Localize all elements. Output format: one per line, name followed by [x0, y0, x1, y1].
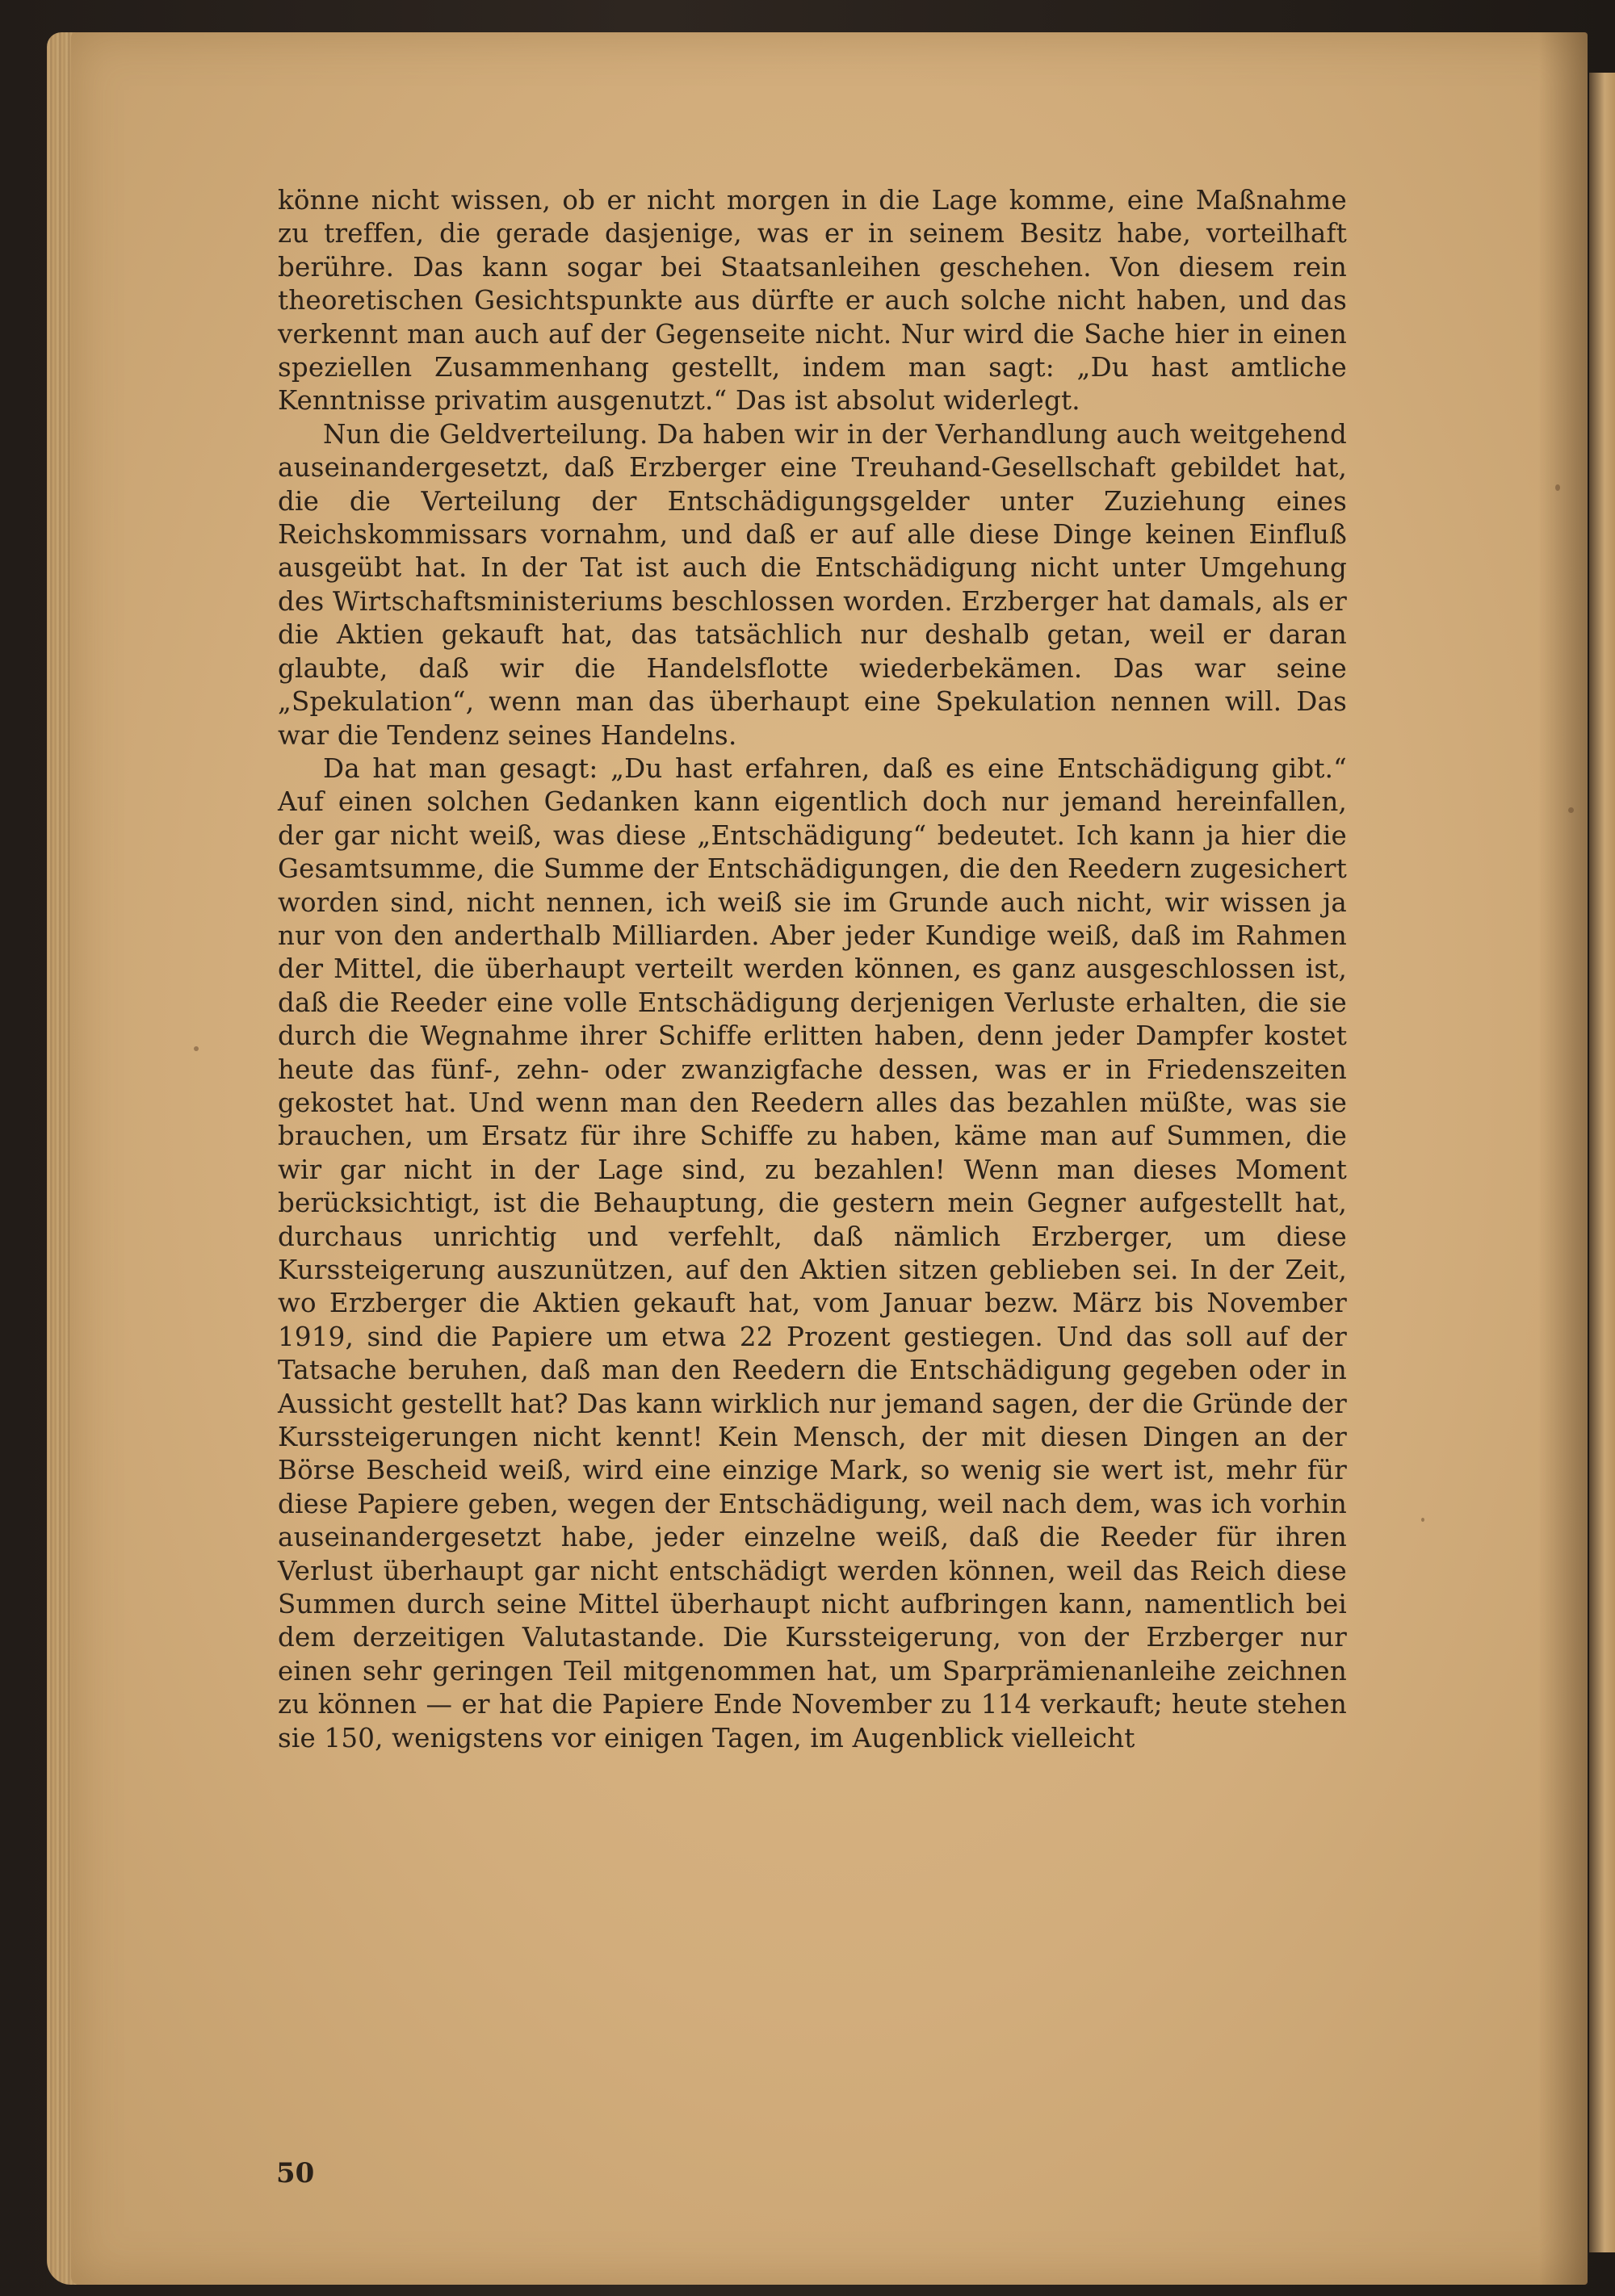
- paragraph-3: Da hat man gesagt: „Du hast erfahren, daß es eine Entschädigung gibt.“ Auf einen solchen Gedanken kann eigentlich doch nur jemand hereinfallen, der gar nicht weiß, was diese „Entschädigung“ bedeutet. Ich kann ja hier die Gesamtsumme, die Summe der Entschädigungen, die den Reedern zugesichert worden sind, nicht nennen, ich weiß sie im Grunde auch nicht, wir wissen ja nur von den anderthalb Milliarden. Aber jeder Kundige weiß, daß im Rahmen der Mittel, die überhaupt verteilt werden können, es ganz ausgeschlossen ist, daß die Reeder eine volle Entschädigung derjenigen Verluste erhalten, die sie durch die Wegnahme ihrer Schiffe erlitten haben, denn jeder Dampfer kostet heute das fünf-, zehn- oder zwanzigfache dessen, was er in Friedenszeiten gekostet hat. Und wenn man den Reedern alles das bezahlen müßte, was sie brauchen, um Ersatz für ihre Schiffe zu haben, käme man auf Summen, die wir gar nicht in der Lage sind, zu bezahlen! Wenn man dieses Moment berücksichtigt, ist die Behauptung, die gestern mein Gegner aufgestellt hat, durchaus unrichtig und verfehlt, daß nämlich Erzberger, um diese Kurssteigerung auszunützen, auf den Aktien sitzen geblieben sei. In der Zeit, wo Erzberger die Aktien gekauft hat, vom Januar bezw. März bis November 1919, sind die Papiere um etwa 22 Prozent gestiegen. Und das soll auf der Tatsache beruhen, daß man den Reedern die Entschädigung gegeben oder in Aussicht gestellt hat? Das kann wirklich nur jemand sagen, der die Gründe der Kurssteigerungen nicht kennt! Kein Mensch, der mit diesen Dingen an der Börse Bescheid weiß, wird eine einzige Mark, so wenig sie wert ist, mehr für diese Papiere geben, wegen der Entschädigung, weil nach dem, was ich vorhin auseinandergesetzt habe, jeder einzelne weiß, daß die Reeder für ihren Verlust überhaupt gar nicht entschädigt werden können, weil das Reich diese Summen durch seine Mittel überhaupt nicht aufbringen kann, namentlich bei dem derzeitigen Valutastande. Die Kurssteigerung, von der Erzberger nur einen sehr geringen Teil mitgenommen hat, um Sparprämienanleihe zeichnen zu können — er hat die Papiere Ende November zu 114 verkauft; heute stehen sie 150, wenigstens vor einigen Tagen, im Augenblick vielleicht: [278, 752, 1347, 1753]
- page-number: 50: [276, 2157, 315, 2189]
- facing-page-edge: [1589, 73, 1615, 2252]
- paragraph-2: Nun die Geldverteilung. Da haben wir in der Verhandlung auch weitgehend auseinandergesetzt, daß Erzberger eine Treuhand-Gesellschaft gebildet hat, die die Verteilung der Entschädigungsgelder unter Zuziehung eines Reichskommissars vornahm, und daß er auf alle diese Dinge keinen Einfluß ausgeübt hat. In der Tat ist auch die Entschädigung nicht unter Umgehung des Wirtschaftsministeriums beschlossen worden. Erzberger hat damals, als er die Aktien gekauft hat, das tatsächlich nur deshalb getan, weil er daran glaubte, daß wir die Handelsflotte wiederbekämen. Das war seine „Spekulation“, wenn man das überhaupt eine Spekulation nennen will. Das war die Tendenz seines Handelns.: [278, 418, 1347, 751]
- paragraph-1: könne nicht wissen, ob er nicht morgen in die Lage komme, eine Maßnahme zu treffen, die gerade dasjenige, was er in seinem Besitz habe, vorteilhaft berühre. Das kann sogar bei Staatsanleihen geschehen. Von diesem rein theoretischen Gesichtspunkte aus dürfte er auch solche nicht haben, und das verkennt man auch auf der Gegenseite nicht. Nur wird die Sache hier in einen speziellen Zusammenhang gestellt, indem man sagt: „Du hast amtliche Kenntnisse privatim ausgenutzt.“ Das ist absolut widerlegt.: [278, 185, 1347, 417]
- body-text: [278, 184, 1347, 1755]
